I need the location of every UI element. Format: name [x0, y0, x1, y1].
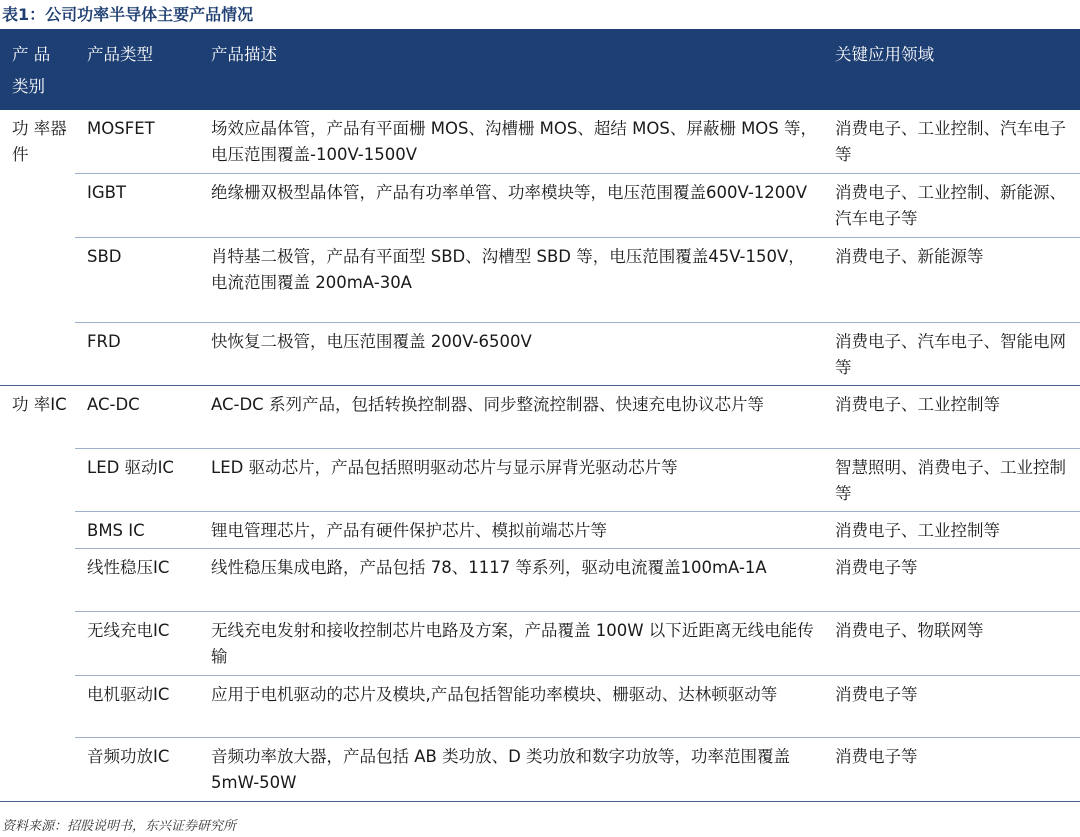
- type-cell: 线性稳压IC: [75, 548, 199, 611]
- desc-cell: 应用于电机驱动的芯片及模块,产品包括智能功率模块、栅驱动、达林顿驱动等: [199, 675, 823, 737]
- app-cell: 消费电子、新能源等: [823, 237, 1080, 322]
- app-cell: 消费电子、工业控制等: [823, 385, 1080, 448]
- category-cell: 功 率IC: [0, 385, 75, 801]
- table-row: [0, 548, 1080, 611]
- table-row: [0, 237, 1080, 322]
- app-cell: 消费电子、汽车电子、智能电网等: [823, 322, 1080, 385]
- type-cell: MOSFET: [75, 110, 199, 173]
- type-cell: 电机驱动IC: [75, 675, 199, 737]
- app-cell: 消费电子等: [823, 675, 1080, 737]
- header-desc: 产品描述: [211, 45, 277, 64]
- app-cell: 消费电子等: [823, 548, 1080, 611]
- header-category-line1: 产 品: [12, 45, 51, 64]
- desc-cell: 场效应晶体管，产品有平面栅 MOS、沟槽栅 MOS、超结 MOS、屏蔽栅 MOS 等，电压范围覆盖-100V-1500V: [199, 110, 823, 173]
- type-cell: 无线充电IC: [75, 611, 199, 675]
- table-row: [0, 173, 1080, 237]
- desc-cell: 锂电管理芯片，产品有硬件保护芯片、模拟前端芯片等: [199, 511, 823, 548]
- table-row: [0, 385, 1080, 448]
- header-category-line2: 类别: [12, 77, 45, 96]
- header-category: [0, 29, 75, 110]
- desc-cell: AC-DC 系列产品，包括转换控制器、同步整流控制器、快速充电协议芯片等: [199, 385, 823, 448]
- type-cell: SBD: [75, 237, 199, 322]
- table-row: [0, 448, 1080, 511]
- app-cell: 消费电子、工业控制、新能源、汽车电子等: [823, 173, 1080, 237]
- table-row: [0, 110, 1080, 173]
- table-row: [0, 675, 1080, 737]
- app-cell: 消费电子、工业控制等: [823, 511, 1080, 548]
- table-header-row: [0, 29, 1080, 110]
- desc-cell: 肖特基二极管，产品有平面型 SBD、沟槽型 SBD 等，电压范围覆盖45V-150V，电流范围覆盖 200mA-30A: [199, 237, 823, 322]
- header-app: 关键应用领域: [835, 45, 934, 64]
- desc-cell: 线性稳压集成电路，产品包括 78、1117 等系列，驱动电流覆盖100mA-1A: [199, 548, 823, 611]
- app-cell: 消费电子、物联网等: [823, 611, 1080, 675]
- desc-cell: 无线充电发射和接收控制芯片电路及方案，产品覆盖 100W 以下近距离无线电能传输: [199, 611, 823, 675]
- desc-cell: 音频功率放大器，产品包括 AB 类功放、D 类功放和数字功放等，功率范围覆盖 5mW-50W: [199, 737, 823, 801]
- category-cell: 功 率器件: [0, 110, 75, 385]
- table-row: [0, 511, 1080, 548]
- type-cell: AC-DC: [75, 385, 199, 448]
- table-row: [0, 611, 1080, 675]
- desc-cell: 快恢复二极管，电压范围覆盖 200V-6500V: [199, 322, 823, 385]
- desc-cell: LED 驱动芯片，产品包括照明驱动芯片与显示屏背光驱动芯片等: [199, 448, 823, 511]
- source-note: 资料来源：招股说明书，东兴证券研究所: [2, 819, 237, 834]
- type-cell: LED 驱动IC: [75, 448, 199, 511]
- table-body: [0, 110, 1080, 801]
- app-cell: 消费电子等: [823, 737, 1080, 801]
- table-row: [0, 322, 1080, 385]
- type-cell: 音频功放IC: [75, 737, 199, 801]
- table-row: [0, 737, 1080, 801]
- type-cell: FRD: [75, 322, 199, 385]
- product-table: [0, 29, 1080, 802]
- header-type: 产品类型: [87, 45, 153, 64]
- app-cell: 智慧照明、消费电子、工业控制等: [823, 448, 1080, 511]
- app-cell: 消费电子、工业控制、汽车电子等: [823, 110, 1080, 173]
- desc-cell: 绝缘栅双极型晶体管，产品有功率单管、功率模块等，电压范围覆盖600V-1200V: [199, 173, 823, 237]
- type-cell: BMS IC: [75, 511, 199, 548]
- type-cell: IGBT: [75, 173, 199, 237]
- table-title: 表1：公司功率半导体主要产品情况: [2, 5, 254, 24]
